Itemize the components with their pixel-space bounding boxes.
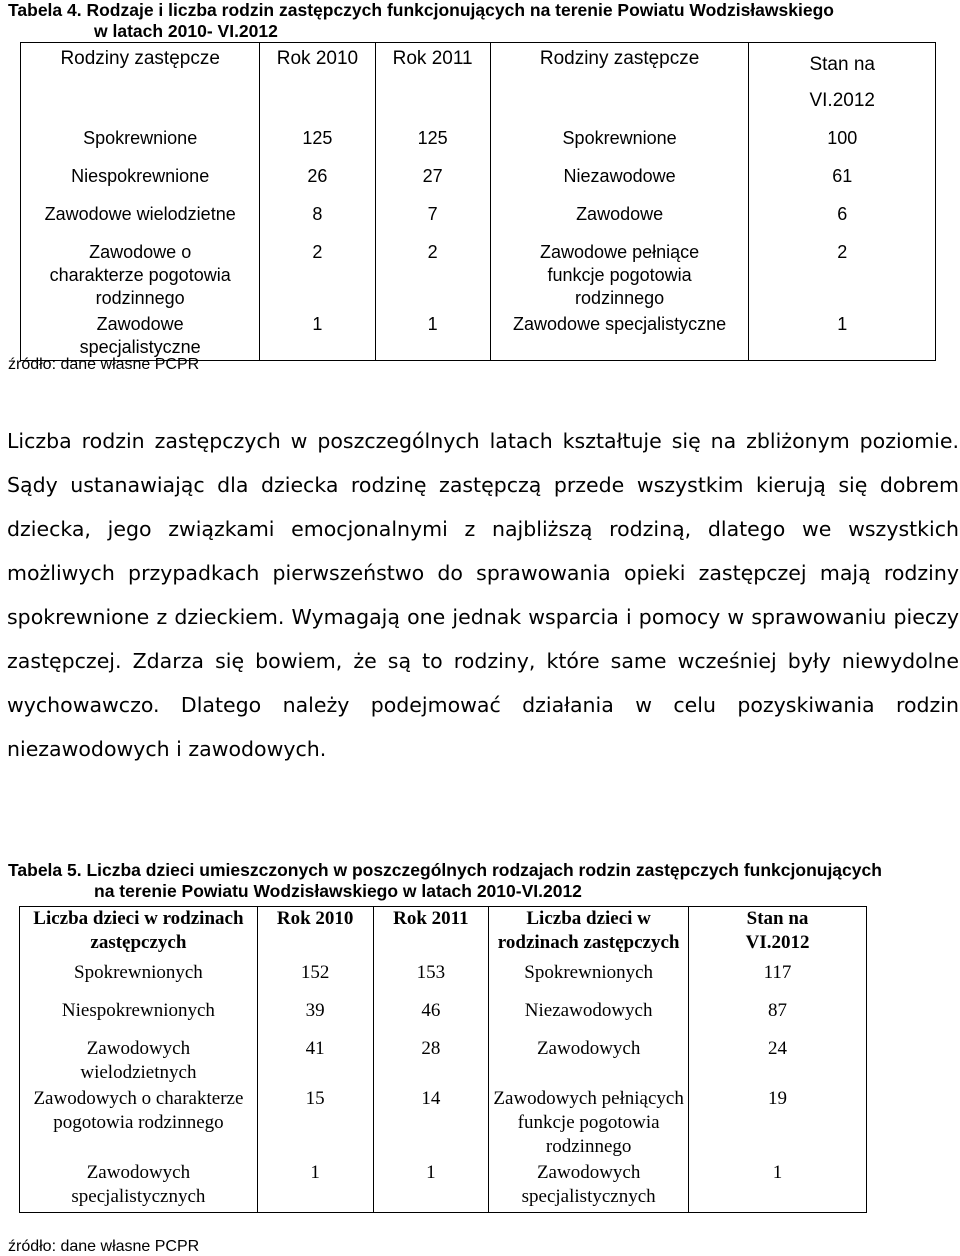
- table-row: [20, 1037, 867, 1087]
- table5-header-cell: Liczba dzieci w rodzinach zastępczych: [20, 907, 258, 961]
- table5-header-cell: Rok 2011: [373, 907, 489, 961]
- table4-cell: 7: [375, 203, 490, 241]
- table4-cell: 1: [375, 313, 490, 361]
- table-row: [21, 165, 936, 203]
- table-row: [21, 127, 936, 165]
- table4-cell: Zawodowe specjalistyczne: [490, 313, 749, 361]
- table5-cell: Spokrewnionych: [20, 961, 258, 999]
- table5-cell: 28: [373, 1037, 489, 1087]
- table5-cell: Zawodowych: [489, 1037, 689, 1087]
- table4-cell: 2: [375, 241, 490, 313]
- table5-cell: 19: [689, 1087, 867, 1161]
- table4-cell: 6: [749, 203, 936, 241]
- table4-header-cell: Rok 2010: [260, 43, 375, 127]
- table4-cell: 125: [260, 127, 375, 165]
- table5-cell: Zawodowych pełniących funkcje pogotowia rodzinnego: [489, 1087, 689, 1161]
- table4-cell: 61: [749, 165, 936, 203]
- table4-header-cell: Rodziny zastępcze: [21, 43, 260, 127]
- table5: [19, 906, 867, 1213]
- table5-cell: 87: [689, 999, 867, 1037]
- table5-cell: 1: [689, 1161, 867, 1213]
- table4-cell: Zawodowe wielodzietne: [21, 203, 260, 241]
- table5-caption-line2: na terenie Powiatu Wodzisławskiego w latach 2010-VI.2012: [94, 881, 582, 901]
- table5-cell: 1: [257, 1161, 373, 1213]
- table4-cell: Zawodowe o charakterze pogotowia rodzinnego: [21, 241, 260, 313]
- table5-cell: 152: [257, 961, 373, 999]
- table4-cell: Spokrewnione: [490, 127, 749, 165]
- table-row: [21, 241, 936, 313]
- table4-header-cell: Rok 2011: [375, 43, 490, 127]
- table5-cell: 117: [689, 961, 867, 999]
- table4-caption-line1: Tabela 4. Rodzaje i liczba rodzin zastępczych funkcjonujących na terenie Powiatu Wodzisławskiego: [8, 0, 834, 20]
- table4-cell: 2: [749, 241, 936, 313]
- table5-cell: 46: [373, 999, 489, 1037]
- table5-cell: Zawodowych o charakterze pogotowia rodzinnego: [20, 1087, 258, 1161]
- body-paragraph: Liczba rodzin zastępczych w poszczególnych latach kształtuje się na zbliżonym poziomie. Sądy ustanawiając dla dziecka rodzinę zastępczą przede wszystkim kierują się dobrem dziecka, jego związkami emocjonalnymi z najbliższą rodziną, dlatego we wszystkich możliwych przypadkach pierwszeństwo do sprawowania opieki zastępczej mają rodziny spokrewnione z dzieckiem. Wymagają one jednak wsparcia i pomocy w sprawowaniu pieczy zastępczej. Zdarza się bowiem, że są to rodziny, które same wcześniej były niewydolne wychowawczo. Dlatego należy podejmować działania w celu pozyskiwania rodzin niezawodowych i zawodowych.: [7, 429, 959, 761]
- table5-source-note: źródło: dane własne PCPR: [8, 1238, 200, 1255]
- table4-cell: Spokrewnione: [21, 127, 260, 165]
- table5-cell: 39: [257, 999, 373, 1037]
- table5-header-cell: Liczba dzieci w rodzinach zastępczych: [489, 907, 689, 961]
- table-row: [20, 1161, 867, 1213]
- table4-caption: [8, 0, 948, 42]
- table5-cell: Zawodowych wielodzietnych: [20, 1037, 258, 1087]
- table5-caption-line1: Tabela 5. Liczba dzieci umieszczonych w poszczególnych rodzajach rodzin zastępczych funkcjonujących: [8, 860, 882, 880]
- table4-cell: 26: [260, 165, 375, 203]
- table5-header-cell: Rok 2010: [257, 907, 373, 961]
- table4-cell: Zawodowe: [490, 203, 749, 241]
- table5-cell: Zawodowych specjalistycznych: [489, 1161, 689, 1213]
- table5-cell: 41: [257, 1037, 373, 1087]
- table4-cell: 2: [260, 241, 375, 313]
- table-row: [20, 961, 867, 999]
- table5-cell: Spokrewnionych: [489, 961, 689, 999]
- table5-caption: [8, 860, 948, 902]
- table4-cell: Zawodowe specjalistyczne: [21, 313, 260, 361]
- table5-cell: 14: [373, 1087, 489, 1161]
- table5-cell: Zawodowych specjalistycznych: [20, 1161, 258, 1213]
- table5-cell: 24: [689, 1037, 867, 1087]
- table4-caption-line2: w latach 2010- VI.2012: [94, 21, 278, 41]
- table4-cell: 27: [375, 165, 490, 203]
- table4-source-note: źródło: dane własne PCPR: [8, 356, 200, 373]
- table4: [20, 42, 936, 361]
- table4-cell: 1: [260, 313, 375, 361]
- table4-header-row: [21, 43, 936, 127]
- table4-cell: Niezawodowe: [490, 165, 749, 203]
- table5-cell: Niezawodowych: [489, 999, 689, 1037]
- table5-cell: 1: [373, 1161, 489, 1213]
- table4-cell: 125: [375, 127, 490, 165]
- table4-cell: Niespokrewnione: [21, 165, 260, 203]
- table4-cell: 100: [749, 127, 936, 165]
- table4-cell: 1: [749, 313, 936, 361]
- table5-header-row: [20, 907, 867, 961]
- table4-header-cell: Stan na VI.2012: [749, 43, 936, 127]
- table5-cell: 153: [373, 961, 489, 999]
- table4-header-cell: Rodziny zastępcze: [490, 43, 749, 127]
- table4-cell: Zawodowe pełniące funkcje pogotowia rodzinnego: [490, 241, 749, 313]
- table5-header-cell: Stan na VI.2012: [689, 907, 867, 961]
- table-row: [21, 203, 936, 241]
- table5-cell: 15: [257, 1087, 373, 1161]
- table-row: [20, 1087, 867, 1161]
- table-row: [20, 999, 867, 1037]
- table-row: [21, 313, 936, 361]
- table4-cell: 8: [260, 203, 375, 241]
- table5-cell: Niespokrewnionych: [20, 999, 258, 1037]
